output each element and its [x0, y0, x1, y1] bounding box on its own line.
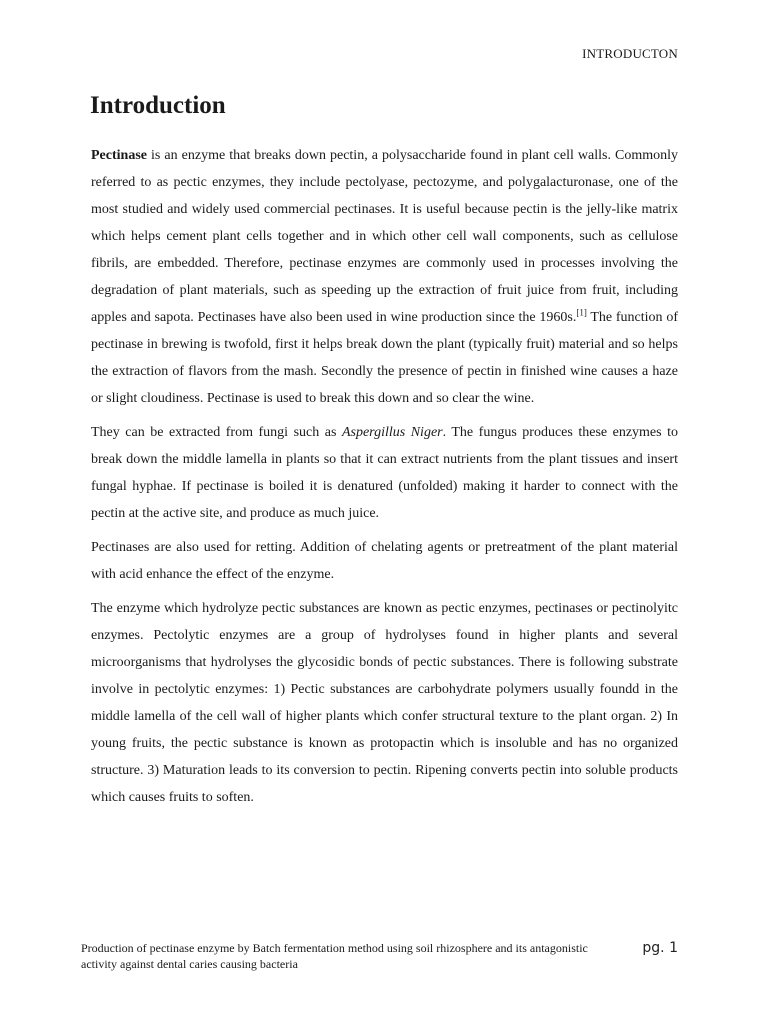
document-body [91, 142, 678, 818]
citation-link[interactable]: [1] [576, 307, 587, 318]
species-name: Aspergillus Niger [341, 425, 443, 440]
paragraph-retting: Pectinases are also used for retting. Addition of chelating agents or pretreatment of the plant material with acid enhance the effect of the enzyme. [91, 540, 678, 582]
paragraph-text: . The fungus produces these enzymes to break down the middle lamella in plants so that it can extract nutrients from the plant tissues and insert fungal hyphae. If pectinase is boiled it is denatured (unfolded) making it harder to connect with the pectin at the active site, and produce as much juice. [91, 425, 679, 521]
paragraph-pectic-enzymes: The enzyme which hydrolyze pectic substances are known as pectic enzymes, pectinases or pectinolyitc enzymes. Pectolytic enzymes are a group of hydrolyses found in higher plants and several microorganisms that hydrolyses the glycosidic bonds of pectic substances. There is following substrate involve in pectolytic enzymes: 1) Pectic substances are carbohydrate polymers usually foundd in the middle lamella of the cell wall of higher plants which confer structural texture to the plant organ. 2) In young fruits, the pectic substance is known as protopactin which is insoluble and has no organized structure. 3) Maturation leads to its conversion to pectin. Ripening converts pectin into soluble products which causes fruits to soften. [91, 601, 678, 805]
paragraph-text: The function of pectinase in brewing is twofold, first it helps break down the plant (typically fruit) material and so helps the extraction of flavors from the mash. Secondly the presence of pectin in finished wine causes a haze or slight cloudiness. Pectinase is used to break this down and so clear the wine. [91, 310, 678, 406]
running-header: INTRODUCTON [582, 46, 678, 61]
paragraph-pectinase-definition [91, 142, 678, 412]
page-number: pg. 1 [642, 940, 678, 956]
page-title: Introduction [90, 92, 226, 119]
paragraph-fungal-source [91, 419, 678, 527]
footer-title: Production of pectinase enzyme by Batch fermentation method using soil rhizosphere and its antagonistic activity against dental caries causing bacteria [81, 941, 588, 971]
paragraph-text: They can be extracted from fungi such as [91, 425, 342, 440]
term-pectinase: Pectinase [91, 148, 147, 163]
paragraph-text: is an enzyme that breaks down pectin, a polysaccharide found in plant cell walls. Commonly referred to as pectic enzymes, they include pectolyase, pectozyme, and polygalacturonase, one of the most studied and widely used commercial pectinases. It is useful because pectin is the jelly-like matrix which helps cement plant cells together and in which other cell wall components, such as cellulose fibrils, are embedded. Therefore, pectinase enzymes are commonly used in processes involving the degradation of plant materials, such as speeding up the extraction of fruit juice from fruit, including apples and sapota. Pectinases have also been used in wine production since the 1960s. [91, 148, 678, 325]
